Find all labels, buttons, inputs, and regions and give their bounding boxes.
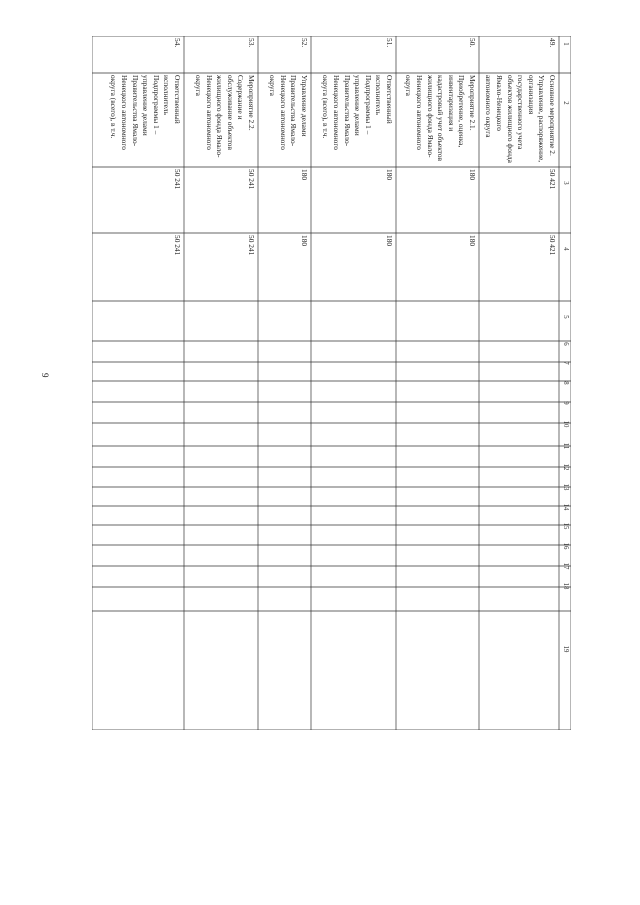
row-name: Мероприятие 2.2. Содержание и обслуживание объектов жилищного фонда Ямало- Ненецкого автономного округа [194, 75, 256, 158]
row-number: 53. [247, 38, 256, 48]
header-cell: 19 [562, 645, 569, 653]
row-name: Мероприятие 2.1. Приобретение, оценка, инвентаризация и кадастровый учет объектов жилищного фонда Ямало- Ненецкого автономного округа [404, 75, 477, 162]
header-cell: 4 [562, 247, 569, 251]
cell-col4: 180 [300, 235, 309, 247]
header-cell: 7 [562, 361, 569, 365]
row-number: 49. [548, 38, 557, 48]
header-cell: 15 [562, 522, 569, 530]
header-cell: 8 [562, 381, 569, 385]
header-cell: 1 [562, 42, 569, 46]
header-cell: 6 [562, 342, 569, 346]
header-cell: 3 [562, 181, 569, 185]
header-cell: 12 [562, 463, 569, 471]
row-name: Ответственный исполнитель Подпрограммы 1 – управление делами Правительства Ямало- Ненецкого автономного округа (всего), в т.ч. [321, 75, 394, 150]
header-cell: 11 [562, 442, 569, 450]
cell-col3: 180 [468, 169, 477, 181]
page-number: 9 [40, 373, 50, 378]
header-cell: 18 [562, 582, 569, 590]
row-number: 51. [385, 38, 394, 48]
header-cell: 13 [562, 483, 569, 491]
cell-col4: 50 241 [173, 235, 182, 256]
rotated-table [92, 36, 571, 730]
row-name: Ответственный исполнитель Подпрограммы 1 – управление делами Правительства Ямало- Ненецкого автономного округа (всего), в т.ч. [109, 75, 182, 150]
row-number: 50. [468, 38, 477, 48]
cell-col3: 50 241 [247, 169, 256, 190]
row-name: Управление делами Правительства Ямало- Ненецкого автономного округа [268, 75, 309, 150]
header-cell: 14 [562, 503, 569, 511]
header-cell: 17 [562, 562, 569, 570]
row-number: 52. [300, 38, 309, 48]
header-cell: 2 [562, 101, 569, 105]
cell-col3: 180 [385, 169, 394, 181]
cell-col3: 50 421 [548, 169, 557, 190]
cell-col4: 180 [385, 235, 394, 247]
header-cell: 9 [562, 401, 569, 405]
cell-col3: 50 241 [173, 169, 182, 190]
row-name: Основное мероприятие 2. Управление, распоряжение, организация государственного учета объектов жилищного фонда Ямало-Ненецкого автономного округа [484, 75, 557, 163]
cell-col4: 50 421 [548, 235, 557, 256]
cell-col4: 50 241 [247, 235, 256, 256]
header-cell: 5 [562, 315, 569, 319]
cell-col3: 180 [300, 169, 309, 181]
header-cell: 10 [562, 420, 569, 428]
header-cell: 16 [562, 542, 569, 550]
cell-col4: 180 [468, 235, 477, 247]
row-number: 54. [173, 38, 182, 48]
